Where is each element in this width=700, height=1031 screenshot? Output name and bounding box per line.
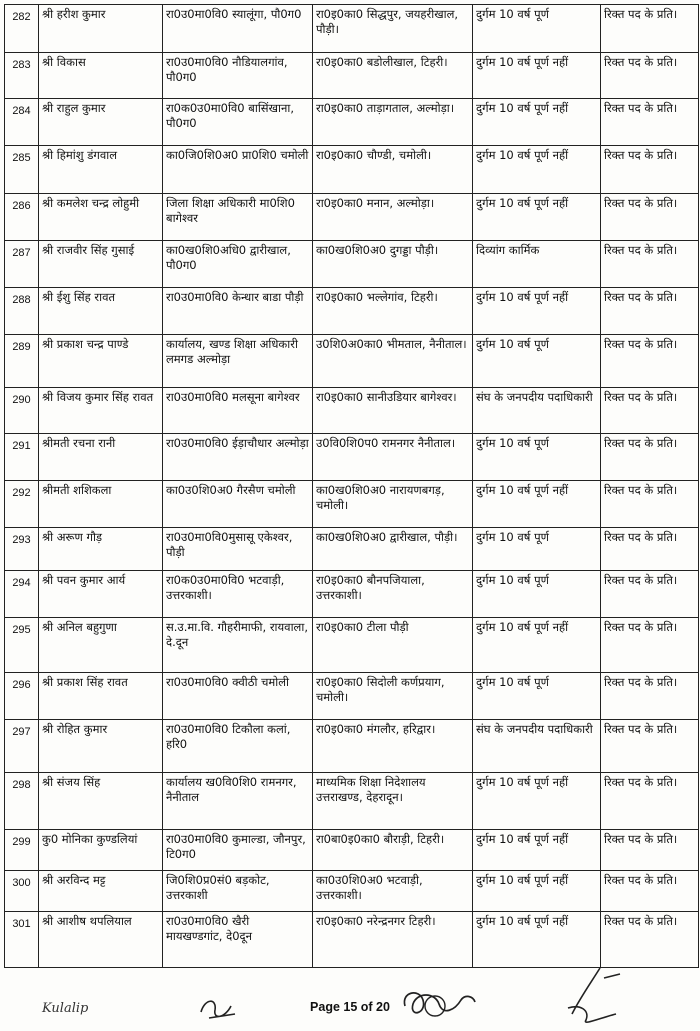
transfer-reason: दुर्गम 10 वर्ष पूर्ण नहीं: [473, 146, 601, 194]
remark: रिक्त पद के प्रति।: [601, 99, 699, 146]
serial-number: 295: [5, 618, 39, 673]
table-row: [5, 720, 699, 773]
remark: रिक्त पद के प्रति।: [601, 871, 699, 912]
table-row: [5, 5, 699, 53]
serial-number: 282: [5, 5, 39, 53]
new-posting: रा0बा0इ0का0 बौराड़ी, टिहरी।: [313, 830, 473, 871]
serial-number: 290: [5, 388, 39, 434]
transfer-reason: दुर्गम 10 वर्ष पूर्ण नहीं: [473, 773, 601, 830]
employee-name: श्री कमलेश चन्द्र लोहुमी: [39, 194, 163, 241]
transfer-reason: दुर्गम 10 वर्ष पूर्ण नहीं: [473, 481, 601, 528]
table-row: [5, 571, 699, 618]
employee-name: श्री विजय कुमार सिंह रावत: [39, 388, 163, 434]
new-posting: का0उ0शि0अ0 भटवाड़ी, उत्तरकाशी।: [313, 871, 473, 912]
employee-name: श्री राहुल कुमार: [39, 99, 163, 146]
signature-left-text: Kulalip: [42, 1001, 89, 1016]
new-posting: माध्यमिक शिक्षा निदेशालय उत्तराखण्ड, देहरादून।: [313, 773, 473, 830]
employee-name: श्री अरूण गौड़: [39, 528, 163, 571]
transfer-reason: दुर्गम 10 वर्ष पूर्ण नहीं: [473, 99, 601, 146]
new-posting: रा0इ0का0 ताड़ागताल, अल्मोड़ा।: [313, 99, 473, 146]
new-posting: उ0वि0शि0प0 रामनगर नैनीताल।: [313, 434, 473, 481]
transfer-reason: दुर्गम 10 वर्ष पूर्ण नहीं: [473, 618, 601, 673]
new-posting: रा0इ0का0 मंगलौर, हरिद्वार।: [313, 720, 473, 773]
employee-name: श्री राजवीर सिंह गुसाई: [39, 241, 163, 288]
table-row: [5, 773, 699, 830]
transfer-reason: दुर्गम 10 वर्ष पूर्ण: [473, 434, 601, 481]
current-posting: स.उ.मा.वि. गौहरीमाफी, रायवाला, दे.दून: [163, 618, 313, 673]
page-number: Page 15 of 20: [310, 1000, 390, 1014]
transfer-reason: दिव्यांग कार्मिक: [473, 241, 601, 288]
new-posting: का0ख0शि0अ0 द्वारीखाल, पौड़ी।: [313, 528, 473, 571]
serial-number: 292: [5, 481, 39, 528]
serial-number: 291: [5, 434, 39, 481]
table-body: [5, 5, 699, 968]
remark: रिक्त पद के प्रति।: [601, 388, 699, 434]
remark: रिक्त पद के प्रति।: [601, 618, 699, 673]
serial-number: 298: [5, 773, 39, 830]
table-row: [5, 434, 699, 481]
transfer-reason: दुर्गम 10 वर्ष पूर्ण नहीं: [473, 830, 601, 871]
remark: रिक्त पद के प्रति।: [601, 773, 699, 830]
new-posting: रा0इ0का0 नरेन्द्रनगर टिहरी।: [313, 912, 473, 968]
table-row: [5, 194, 699, 241]
new-posting: रा0इ0का0 बडोलीखाल, टिहरी।: [313, 53, 473, 99]
employee-name: श्रीमती रचना रानी: [39, 434, 163, 481]
current-posting: रा0उ0मा0वि0 खैरी मायखण्डगांट, दे0दून: [163, 912, 313, 968]
current-posting: का0उ0शि0अ0 गैरसैण चमोली: [163, 481, 313, 528]
current-posting: जिला शिक्षा अधिकारी मा0शि0 बागेश्वर: [163, 194, 313, 241]
new-posting: रा0इ0का0 चौण्डी, चमोली।: [313, 146, 473, 194]
transfer-reason: संघ के जनपदीय पदाधिकारी: [473, 720, 601, 773]
employee-name: कु0 मोनिका कुण्डलियां: [39, 830, 163, 871]
table-row: [5, 288, 699, 335]
transfer-reason: दुर्गम 10 वर्ष पूर्ण नहीं: [473, 288, 601, 335]
current-posting: रा0उ0मा0वि0 क्वीठी चमोली: [163, 673, 313, 720]
employee-name: श्री आशीष थपलियाल: [39, 912, 163, 968]
current-posting: रा0उ0मा0वि0 टिकौला कलां, हरि0: [163, 720, 313, 773]
remark: रिक्त पद के प्रति।: [601, 194, 699, 241]
transfer-table: [4, 4, 699, 968]
employee-name: श्री अरविन्द मट्ट: [39, 871, 163, 912]
employee-name: श्री प्रकाश चन्द्र पाण्डे: [39, 335, 163, 388]
remark: रिक्त पद के प्रति।: [601, 673, 699, 720]
remark: रिक्त पद के प्रति।: [601, 528, 699, 571]
transfer-reason: दुर्गम 10 वर्ष पूर्ण नहीं: [473, 194, 601, 241]
remark: रिक्त पद के प्रति।: [601, 571, 699, 618]
current-posting: रा0उ0मा0वि0 मलसूना बागेश्वर: [163, 388, 313, 434]
signature-icon-4: [560, 964, 630, 1028]
employee-name: श्री संजय सिंह: [39, 773, 163, 830]
current-posting: रा0उ0मा0वि0 ईड़ाचौधार अल्मोड़ा: [163, 434, 313, 481]
new-posting: रा0इ0का0 सानीउडियार बागेश्वर।: [313, 388, 473, 434]
current-posting: रा0क0उ0मा0वि0 बासिंखाना, पौ0ग0: [163, 99, 313, 146]
serial-number: 288: [5, 288, 39, 335]
table-row: [5, 618, 699, 673]
current-posting: जि0शि0प्र0सं0 बड़कोट, उत्तरकाशी: [163, 871, 313, 912]
remark: रिक्त पद के प्रति।: [601, 481, 699, 528]
new-posting: का0ख0शि0अ0 दुगड्डा पौड़ी।: [313, 241, 473, 288]
employee-name: श्री विकास: [39, 53, 163, 99]
table-row: [5, 528, 699, 571]
serial-number: 293: [5, 528, 39, 571]
current-posting: का0जि0शि0अ0 प्रा0शि0 चमोली: [163, 146, 313, 194]
employee-name: श्री ईशु सिंह रावत: [39, 288, 163, 335]
new-posting: रा0इ0का0 मनान, अल्मोड़ा।: [313, 194, 473, 241]
serial-number: 294: [5, 571, 39, 618]
table-row: [5, 241, 699, 288]
table-row: [5, 481, 699, 528]
employee-name: श्री हिमांशु डंगवाल: [39, 146, 163, 194]
transfer-reason: दुर्गम 10 वर्ष पूर्ण: [473, 528, 601, 571]
transfer-reason: दुर्गम 10 वर्ष पूर्ण: [473, 673, 601, 720]
remark: रिक्त पद के प्रति।: [601, 912, 699, 968]
remark: रिक्त पद के प्रति।: [601, 288, 699, 335]
new-posting: का0ख0शि0अ0 नारायणबगड़, चमोली।: [313, 481, 473, 528]
transfer-reason: दुर्गम 10 वर्ष पूर्ण: [473, 571, 601, 618]
table-row: [5, 912, 699, 968]
current-posting: का0ख0शि0अधि0 द्वारीखाल, पौ0ग0: [163, 241, 313, 288]
serial-number: 301: [5, 912, 39, 968]
serial-number: 284: [5, 99, 39, 146]
transfer-reason: दुर्गम 10 वर्ष पूर्ण नहीं: [473, 912, 601, 968]
serial-number: 289: [5, 335, 39, 388]
serial-number: 296: [5, 673, 39, 720]
current-posting: रा0उ0मा0वि0 केन्धार बाडा पौड़ी: [163, 288, 313, 335]
serial-number: 300: [5, 871, 39, 912]
transfer-reason: दुर्गम 10 वर्ष पूर्ण: [473, 335, 601, 388]
new-posting: रा0इ0का0 टीला पौड़ी: [313, 618, 473, 673]
employee-name: श्री रोहित कुमार: [39, 720, 163, 773]
table-row: [5, 146, 699, 194]
current-posting: कार्यालय ख0वि0शि0 रामनगर, नैनीताल: [163, 773, 313, 830]
remark: रिक्त पद के प्रति।: [601, 830, 699, 871]
serial-number: 287: [5, 241, 39, 288]
employee-name: श्रीमती शशिकला: [39, 481, 163, 528]
new-posting: रा0इ0का0 सिदोली कर्णप्रयाग, चमोली।: [313, 673, 473, 720]
employee-name: श्री अनिल बहुगुणा: [39, 618, 163, 673]
transfer-reason: दुर्गम 10 वर्ष पूर्ण नहीं: [473, 871, 601, 912]
remark: रिक्त पद के प्रति।: [601, 434, 699, 481]
remark: रिक्त पद के प्रति।: [601, 5, 699, 53]
remark: रिक्त पद के प्रति।: [601, 720, 699, 773]
employee-name: श्री पवन कुमार आर्य: [39, 571, 163, 618]
current-posting: रा0क0उ0मा0वि0 भटवाड़ी, उत्तरकाशी।: [163, 571, 313, 618]
transfer-reason: संघ के जनपदीय पदाधिकारी: [473, 388, 601, 434]
new-posting: रा0इ0का0 भल्लेगांव, टिहरी।: [313, 288, 473, 335]
new-posting: रा0इ0का0 बौनपजियाला, उत्तरकाशी।: [313, 571, 473, 618]
table-row: [5, 335, 699, 388]
table-row: [5, 388, 699, 434]
employee-name: श्री प्रकाश सिंह रावत: [39, 673, 163, 720]
new-posting: उ0शि0अ0का0 भीमताल, नैनीताल।: [313, 335, 473, 388]
serial-number: 283: [5, 53, 39, 99]
current-posting: रा0उ0मा0वि0 कुमाल्डा, जौनपुर, टि0ग0: [163, 830, 313, 871]
remark: रिक्त पद के प्रति।: [601, 146, 699, 194]
remark: रिक्त पद के प्रति।: [601, 241, 699, 288]
remark: रिक्त पद के प्रति।: [601, 335, 699, 388]
current-posting: रा0उ0मा0वि0 स्यालूंगा, पौ0ग0: [163, 5, 313, 53]
serial-number: 299: [5, 830, 39, 871]
transfer-reason: दुर्गम 10 वर्ष पूर्ण: [473, 5, 601, 53]
serial-number: 285: [5, 146, 39, 194]
table-row: [5, 871, 699, 912]
table-row: [5, 53, 699, 99]
remark: रिक्त पद के प्रति।: [601, 53, 699, 99]
current-posting: कार्यालय, खण्ड शिक्षा अधिकारी लमगड अल्मोड़ा: [163, 335, 313, 388]
table-row: [5, 99, 699, 146]
table-row: [5, 830, 699, 871]
current-posting: रा0उ0मा0वि0 नौडियालगांव, पौ0ग0: [163, 53, 313, 99]
transfer-reason: दुर्गम 10 वर्ष पूर्ण नहीं: [473, 53, 601, 99]
serial-number: 286: [5, 194, 39, 241]
new-posting: रा0इ0का0 सिद्धपुर, जयहरीखाल, पौड़ी।: [313, 5, 473, 53]
current-posting: रा0उ0मा0वि0मुसासू एकेश्वर, पौड़ी: [163, 528, 313, 571]
table-row: [5, 673, 699, 720]
serial-number: 297: [5, 720, 39, 773]
employee-name: श्री हरीश कुमार: [39, 5, 163, 53]
